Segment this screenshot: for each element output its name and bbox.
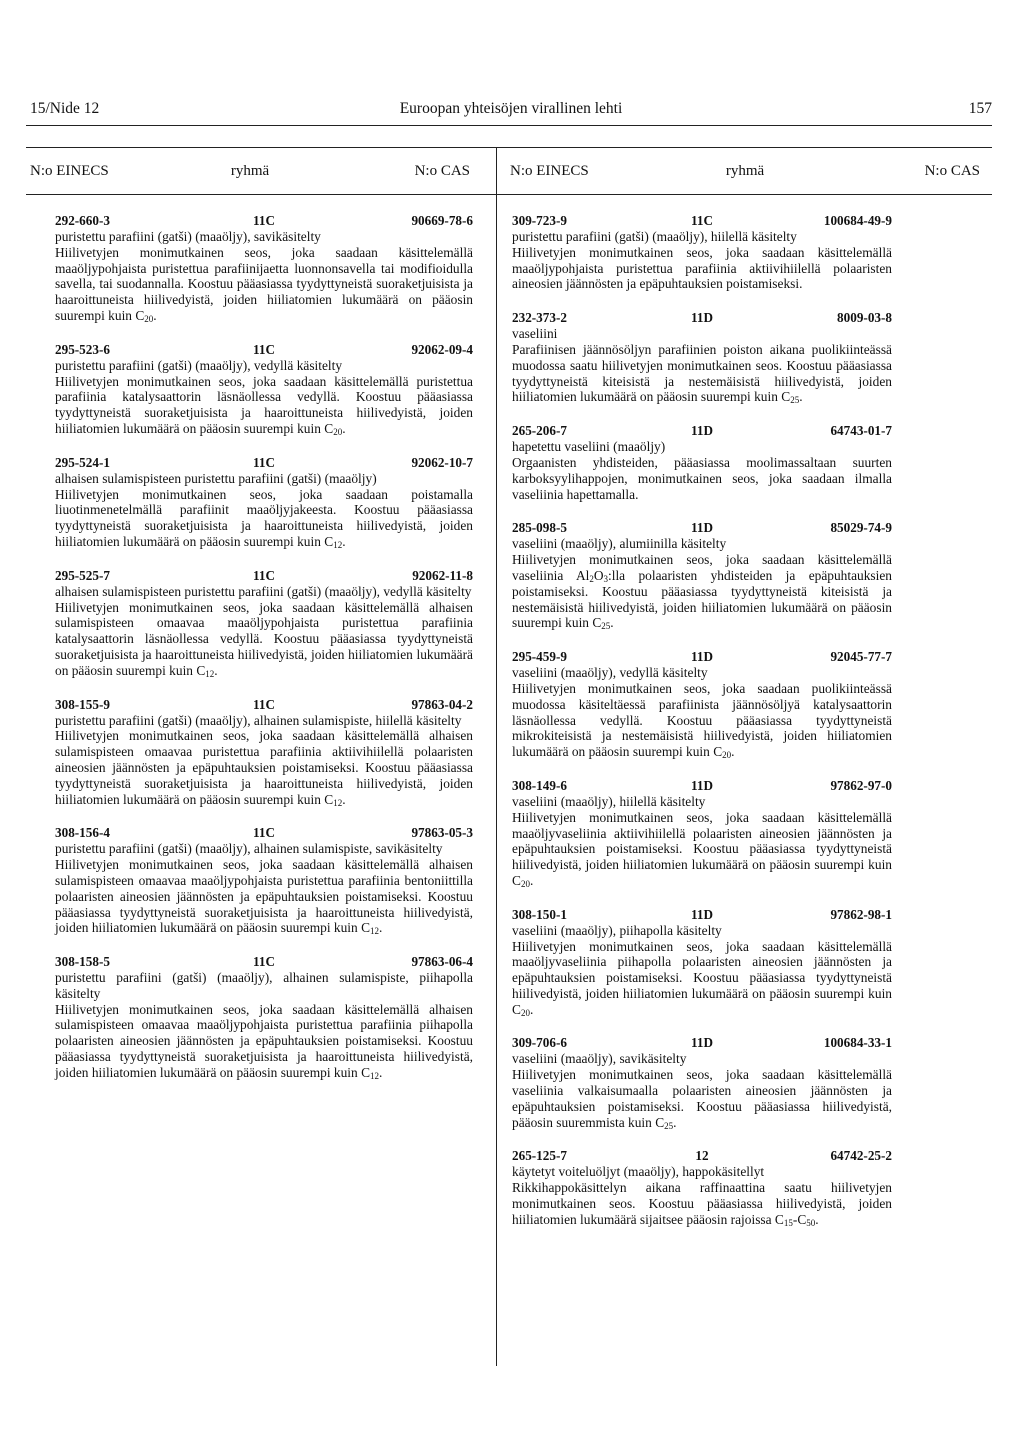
substance-entry <box>55 213 473 324</box>
cas-number: 64742-25-2 <box>830 1148 892 1164</box>
cas-number: 64743-01-7 <box>830 423 892 439</box>
substance-entry <box>55 697 473 808</box>
group-code: 11C <box>253 341 275 357</box>
group-code: 11C <box>253 825 275 841</box>
substance-name: puristettu parafiini (gatši) (maaöljy), alhainen sulamispiste, hiilellä käsitelty <box>55 712 462 728</box>
cas-number: 97863-04-2 <box>411 696 473 712</box>
column-divider <box>496 147 497 1366</box>
substance-name: alhaisen sulamispisteen puristettu parafiini (gatši) (maaöljy) <box>55 470 377 486</box>
einecs-number: 308-155-9 <box>55 696 110 712</box>
substance-entry <box>512 1148 892 1227</box>
substance-name: alhaisen sulamispisteen puristettu parafiini (gatši) (maaöljy), vedyllä käsitelty <box>55 583 472 599</box>
substance-name: vaseliini (maaöljy), savikäsitelty <box>512 1051 687 1067</box>
substance-entry <box>512 310 892 405</box>
group-code: 11D <box>691 310 713 326</box>
substance-entry <box>55 568 473 679</box>
substance-name: vaseliini (maaöljy), hiilellä käsitelty <box>512 793 706 809</box>
substance-description: Hiilivetyjen monimutkainen seos, joka saadaan käsittelemällä vaseliinia valkaisumaalla polaaristen aineosien jäännösten ja epäpuhtauksien poistamiseksi. Koostuu pääasiassa hiilivedyistä, pääosin suuremmista kuin $C_{25}$. <box>512 1067 892 1131</box>
substance-name: käytetyt voiteluöljyt (maaöljy), happokäsitellyt <box>512 1164 765 1180</box>
entry-id-line <box>55 342 473 358</box>
right-column <box>512 213 892 1246</box>
substance-description: Hiilivetyjen monimutkainen seos, joka saadaan käsittelemällä alhaisen sulamispisteen omaavaa puristettua parafiinia aktiivihiilellä polaaristen aineosien jäännösten ja epäpuhtauksien poistamiseksi. Koostuu pääasiassa tyydyttyneistä suoraketjuisista ja haaroittuneista hiilivedyistä, joiden hiiliatomien lukumäärä on pääosin suurempi kuin $C_{12}$. <box>55 728 473 808</box>
substance-description: Hiilivetyjen monimutkainen seos, joka saadaan poistamalla liuotinmenetelmällä parafiinit maaöljyjakeesta. Koostuu pääasiassa tyydyttyneistä suoraketjuisista ja haaroittuneista hiilivedyistä, joiden hiiliatomien lukumäärä on pääosin suurempi kuin $C_{12}$. <box>55 486 473 550</box>
substance-name: puristettu parafiini (gatši) (maaöljy), alhainen sulamispiste, piihapolla käsitelty <box>55 970 473 1001</box>
cas-number: 92062-11-8 <box>412 567 473 583</box>
group-code: 11C <box>253 454 275 470</box>
cas-number: 97862-97-0 <box>830 777 892 793</box>
entry-id-line <box>55 213 473 229</box>
substance-entry <box>55 954 473 1081</box>
cas-number: 100684-33-1 <box>823 1035 892 1051</box>
einecs-number: 308-158-5 <box>55 954 110 970</box>
einecs-number: 308-150-1 <box>512 906 567 922</box>
group-code: 11D <box>691 649 713 665</box>
cas-number: 92045-77-7 <box>830 649 892 665</box>
group-code: 11C <box>253 567 275 583</box>
substance-name: vaseliini (maaöljy), piihapolla käsitelty <box>512 922 722 938</box>
substance-name: vaseliini (maaöljy), vedyllä käsitelty <box>512 665 708 681</box>
group-code: 11D <box>691 423 713 439</box>
substance-entry <box>512 778 892 889</box>
cas-number: 97863-05-3 <box>411 825 473 841</box>
column-header-rule <box>26 194 992 195</box>
einecs-number: 265-206-7 <box>512 423 567 439</box>
entry-id-line <box>55 954 473 970</box>
table-top-rule <box>26 147 992 148</box>
left-column <box>55 213 473 1099</box>
einecs-number: 309-723-9 <box>512 213 567 228</box>
substance-description: Hiilivetyjen monimutkainen seos, joka saadaan käsittelemällä alhaisen sulamispisteen omaavaa maaöljypohjaista puristettua parafiinia katalysaattorin läsnäollessa vedyllä. Koostuu pääasiassa tyydyttyneistä suoraketjuisista ja haaroittuneista hiilivedyistä, joiden hiiliatomien lukumäärä on pääosin suurempi kuin $C_{12}$. <box>55 599 473 679</box>
substance-entry <box>512 423 892 502</box>
cas-number: 97862-98-1 <box>830 906 892 922</box>
substance-description: Hiilivetyjen monimutkainen seos, joka saadaan käsittelemällä alhaisen sulamispisteen omaavaa maaöljypohjaista puristettua parafiinia piihapolla polaaristen aineosien jäännösten ja epäpuhtauksien poistamiseksi. Koostuu pääasiassa tyydyttyneistä suoraketjuisista ja haaroittuneista hiilivedyistä, joiden hiiliatomien lukumäärä on pääosin suurempi kuin $C_{12}$. <box>55 1001 473 1081</box>
substance-description: Hiilivetyjen monimutkainen seos, joka saadaan käsittelemällä vaseliinia $Al_2O_3:lla$ polaaristen yhdisteiden ja epäpuhtauksien poistamiseksi. Koostuu pääasiassa tyydyttyneistä kiteisistä ja nestemäisistä hiilivedyistä, joiden hiiliatomien lukumäärä on pääosin suurempi kuin $C_{25}$. <box>512 552 893 632</box>
cas-number: 8009-03-8 <box>837 310 892 326</box>
entry-id-line <box>512 907 892 923</box>
group-code: 11C <box>253 696 275 712</box>
substance-name: vaseliini (maaöljy), alumiinilla käsitelty <box>512 536 727 552</box>
substance-entry <box>512 1035 892 1130</box>
volume-label: 15/Nide 12 <box>30 100 100 117</box>
einecs-number: 285-098-5 <box>512 520 567 536</box>
group-header: ryhmä <box>725 163 765 179</box>
entry-id-line <box>55 697 473 713</box>
substance-entry <box>55 455 473 550</box>
substance-description: Parafiinisen jäännösöljyn parafiinien poiston aikana puolikiinteässä muodossa saatu hiilivetyjen monimutkainen seos. Koostuu pääasiassa tyydyttyneistä kiteisistä ja nestemäisistä hiilivedyistä, joiden hiiliatomien lukumäärä on pääosin suurempi kuin $C_{25}$. <box>512 341 892 406</box>
substance-name: vaseliini <box>512 326 558 342</box>
journal-title: Euroopan yhteisöjen virallinen lehti <box>399 100 623 117</box>
entry-id-line <box>55 568 473 584</box>
einecs-number: 308-156-4 <box>55 825 110 841</box>
group-code: 11D <box>691 777 713 793</box>
einecs-number: 295-525-7 <box>55 567 110 583</box>
group-code: 11D <box>691 906 713 922</box>
substance-description: Hiilivetyjen monimutkainen seos, joka saadaan käsittelemällä maaöljypohjaista puristettua parafiinijaetta luonnonsavella tai modifioidulla savella, tai suodannalla. Koostuu pääasiassa tyydyttyneistä suoraketjuisista ja haaroittuneista hiilivedyistä, joiden hiiliatomien lukumäärä on pääosin suurempi kuin $C_{20}$. <box>55 244 473 324</box>
substance-description: Hiilivetyjen monimutkainen seos, joka saadaan käsittelemällä puristettua parafiinia katalysaattorin läsnäollessa vedyllä. Koostuu pääasiassa tyydyttyneistä suoraketjuisista ja haaroittuneista hiilivedyistä, joiden hiiliatomien lukumäärä on pääosin suurempi kuin $C_{20}$. <box>55 373 473 437</box>
entry-id-line <box>512 213 892 229</box>
entry-id-line <box>512 649 892 665</box>
entry-id-line <box>55 455 473 471</box>
einecs-header: N:o EINECS <box>30 163 109 179</box>
einecs-number: 308-149-6 <box>512 777 567 793</box>
cas-number: 85029-74-9 <box>830 520 892 536</box>
substance-description: Rikkihappokäsittelyn aikana raffinaattina saatu hiilivetyjen monimutkainen seos. Koostuu pääasiassa hiilivedyistä, joiden hiiliatomien lukumäärä sijaitsee pääosin rajoissa $C_{15}-C_{50}$. <box>512 1180 892 1228</box>
cas-number: 92062-10-7 <box>411 454 473 470</box>
substance-description: Hiilivetyjen monimutkainen seos, joka saadaan puolikiinteässä muodossa käsiteltäessä parafiinista jäännösöljyä katalysaattorin läsnäollessa vedyllä. Koostuu pääasiassa tyydyttyneistä mikrokiteisistä ja nestemäisistä hiilivedyistä, joiden hiiliatomien lukumäärä on pääosin suurempi kuin $C_{20}$. <box>512 680 892 761</box>
entry-id-line <box>512 778 892 794</box>
group-code: 11D <box>691 1035 713 1051</box>
substance-entry <box>512 520 892 631</box>
einecs-number: 292-660-3 <box>55 213 110 228</box>
cas-header: N:o CAS <box>924 163 980 179</box>
group-header: ryhmä <box>230 163 270 179</box>
entry-id-line <box>512 310 892 326</box>
cas-number: 97863-06-4 <box>411 954 473 970</box>
group-code: 12 <box>695 1148 709 1164</box>
page-number: 157 <box>968 100 992 117</box>
substance-name: puristettu parafiini (gatši) (maaöljy), vedyllä käsitelty <box>55 357 343 373</box>
header-rule <box>26 125 992 126</box>
substance-name: hapetettu vaseliini (maaöljy) <box>512 439 666 455</box>
entry-id-line <box>55 825 473 841</box>
substance-entry <box>55 342 473 437</box>
substance-description: Hiilivetyjen monimutkainen seos, joka saadaan käsittelemällä maaöljyvaseliinia piihapolla polaaristen aineosien jäännösten ja epäpuhtauksien poistamiseksi. Koostuu pääasiassa tyydyttyneistä hiilivedyistä, joiden hiiliatomien lukumäärä on pääosin suurempi kuin $C_{20}$. <box>512 938 892 1018</box>
substance-entry <box>55 825 473 936</box>
substance-description: Hiilivetyjen monimutkainen seos, joka saadaan käsittelemällä alhaisen sulamispisteen omaavaa maaöljypohjaista puristettua parafiinia bentoniittilla polaaristen aineosien jäännösten ja epäpuhtauksien poistamiseksi. Koostuu pääasiassa tyydyttyneistä suoraketjuisista ja haaroittuneista hiilivedyistä, joiden hiiliatomien lukumäärä on pääosin suurempi kuin $C_{12}$. <box>55 857 473 937</box>
cas-number: 90669-78-6 <box>411 213 473 228</box>
group-code: 11C <box>253 213 275 228</box>
group-code: 11C <box>253 954 275 970</box>
einecs-number: 265-125-7 <box>512 1148 567 1164</box>
substance-name: puristettu parafiini (gatši) (maaöljy), alhainen sulamispiste, savikäsitelty <box>55 841 443 857</box>
entry-id-line <box>512 1035 892 1051</box>
cas-number: 92062-09-4 <box>411 341 473 357</box>
substance-name: puristettu parafiini (gatši) (maaöljy), hiilellä käsitelty <box>512 229 797 244</box>
entry-id-line <box>512 1148 892 1164</box>
entry-id-line <box>512 423 892 439</box>
substance-entry <box>512 649 892 760</box>
substance-description: Orgaanisten yhdisteiden, pääasiassa moolimassaltaan suurten karboksyylihappojen, monimutkainen seos, joka saadaan ilmalla vaseliinia hapettamalla. <box>512 454 892 502</box>
group-code: 11D <box>691 520 713 536</box>
einecs-header: N:o EINECS <box>510 163 589 179</box>
einecs-number: 295-459-9 <box>512 649 567 665</box>
substance-entry <box>512 907 892 1018</box>
group-code: 11C <box>691 213 713 228</box>
substance-description: Hiilivetyjen monimutkainen seos, joka saadaan käsittelemällä maaöljypohjaista puristettua parafiinia aktiivihiilellä polaaristen aineosien jäännösten ja epäpuhtauksien poistamiseksi. <box>512 244 892 292</box>
cas-number: 100684-49-9 <box>823 213 892 228</box>
einecs-number: 295-523-6 <box>55 341 110 357</box>
substance-entry <box>512 213 892 292</box>
einecs-number: 295-524-1 <box>55 454 110 470</box>
substance-description: Hiilivetyjen monimutkainen seos, joka saadaan käsittelemällä maaöljyvaseliinia aktiivihiilellä polaaristen aineosien jäännösten ja epäpuhtauksien poistamiseksi. Koostuu pääasiassa tyydyttyneistä hiilivedyistä, joiden hiiliatomien lukumäärä on pääosin suurempi kuin $C_{20}$. <box>512 809 892 889</box>
substance-name: puristettu parafiini (gatši) (maaöljy), savikäsitelty <box>55 229 321 244</box>
einecs-number: 232-373-2 <box>512 310 567 326</box>
einecs-number: 309-706-6 <box>512 1035 567 1051</box>
cas-header: N:o CAS <box>414 163 470 179</box>
entry-id-line <box>512 520 892 536</box>
